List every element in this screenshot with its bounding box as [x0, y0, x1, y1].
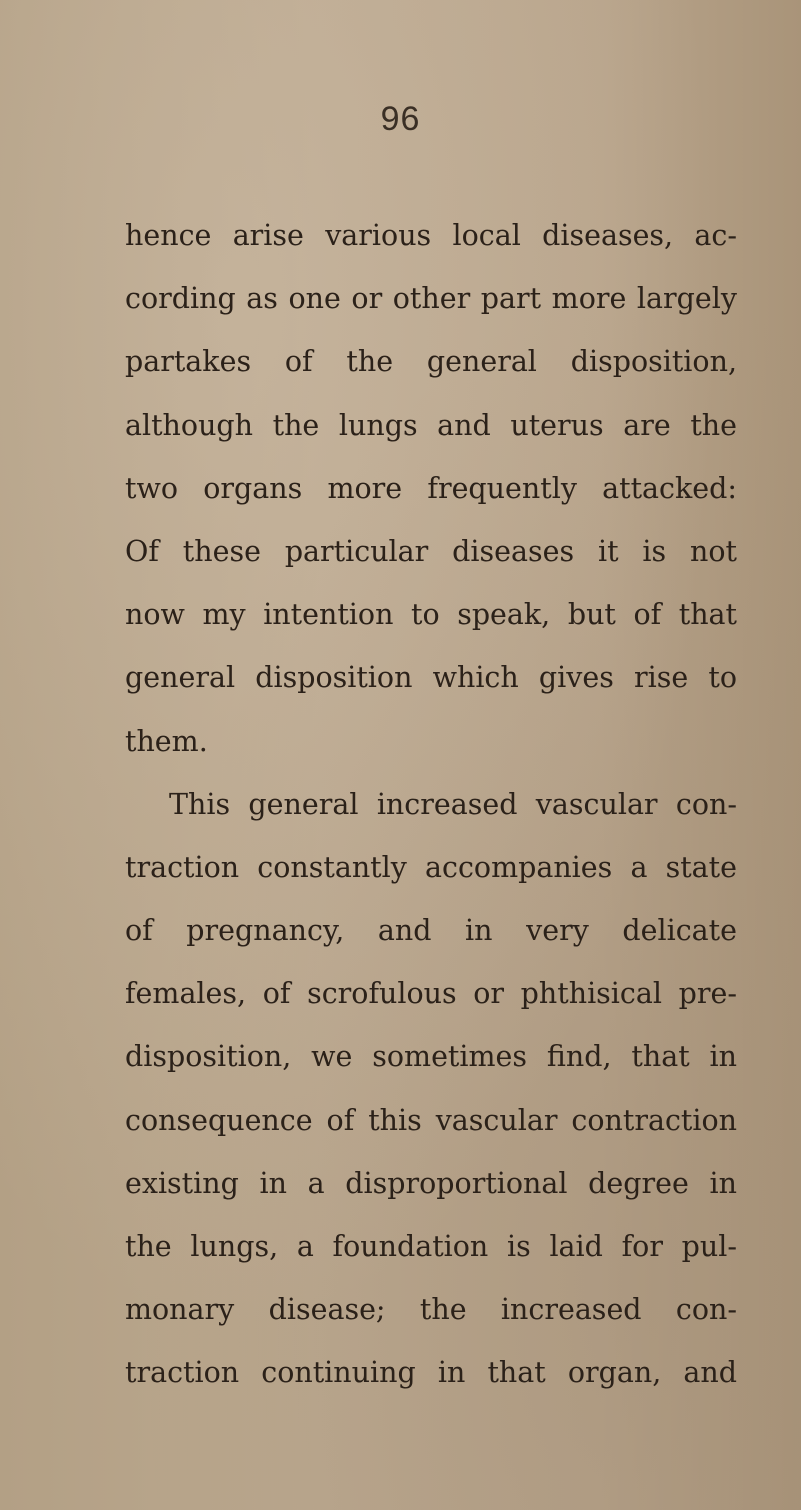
text-line: now my intention to speak, but of that — [125, 598, 737, 632]
text-line: females, of scrofulous or phthisical pre- — [125, 977, 737, 1011]
text-line: consequence of this vascular contraction — [125, 1103, 737, 1137]
text-line: partakes of the general disposition, — [125, 345, 737, 379]
text-line: of pregnancy, and in very delicate — [125, 914, 737, 948]
body-text — [125, 204, 737, 1405]
text-line: hence arise various local diseases, ac- — [125, 219, 737, 252]
text-line: although the lungs and uterus are the — [125, 408, 737, 442]
text-line: traction continuing in that organ, and — [125, 1356, 737, 1390]
text-line: traction constantly accompanies a state — [125, 850, 737, 884]
text-line: monary disease; the increased con- — [125, 1293, 737, 1327]
text-line: disposition, we sometimes find, that in — [125, 1040, 737, 1074]
text-line: existing in a disproportional degree in — [125, 1166, 737, 1200]
text-line: general disposition which gives rise to — [125, 661, 737, 695]
page-number: 96 — [380, 100, 421, 138]
text-line: the lungs, a foundation is laid for pul- — [125, 1230, 737, 1263]
text-line: cording as one or other part more largely — [125, 282, 737, 316]
paragraph-end-line: them. — [125, 724, 208, 758]
text-line: two organs more frequently attacked: — [125, 471, 737, 505]
text-line: Of these particular diseases it is not — [125, 534, 737, 568]
paragraph-start-line: This general increased vascular con- — [169, 787, 737, 821]
